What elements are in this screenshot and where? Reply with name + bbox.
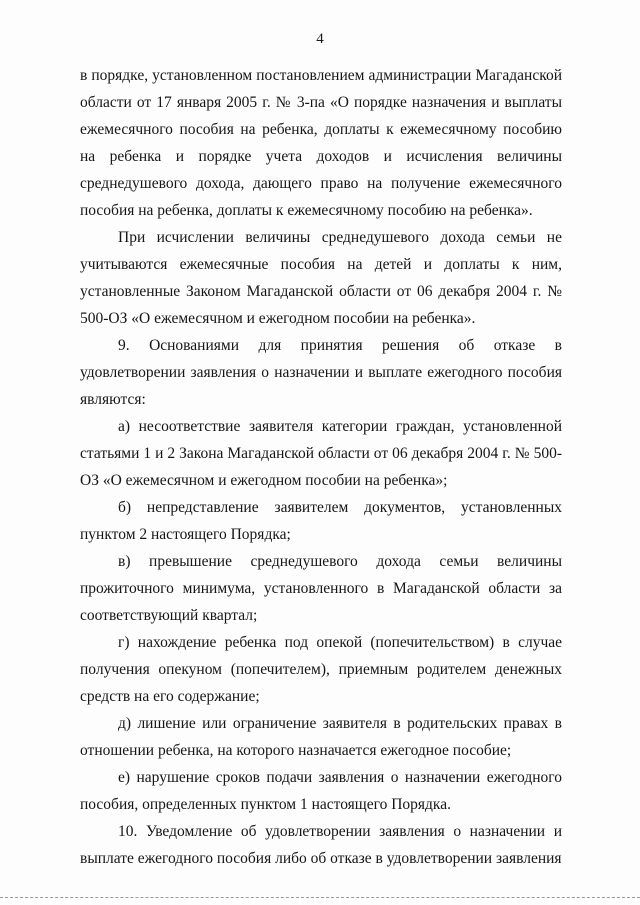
document-body (80, 62, 562, 872)
list-item-v: в) превышение среднедушевого дохода семьи величины прожиточного минимума, установленного в Магаданской области за соответствующий квартал; (80, 553, 562, 624)
paragraph-income-calculation: При исчислении величины среднедушевого дохода семьи не учитываются ежемесячные пособия на детей и доплаты к ним, установленные Законом Магаданской области от 06 декабря 2004 г. № 500-ОЗ «О ежемесячном и ежегодном пособии на ребенка». (80, 229, 562, 327)
list-item-b: б) непредставление заявителем документов, установленных пунктом 2 настоящего Порядка; (80, 499, 562, 543)
list-item-a: а) несоответствие заявителя категории граждан, установленной статьями 1 и 2 Закона Магаданской области от 06 декабря 2004 г. № 500-ОЗ «О ежемесячном и ежегодном пособии на ребенка»; (80, 418, 562, 489)
paragraph-clause-9: 9. Основаниями для принятия решения об отказе в удовлетворении заявления о назначении и выплате ежегодного пособия являются: (80, 337, 562, 408)
page-bottom-edge (0, 897, 640, 899)
list-item-e: е) нарушение сроков подачи заявления о назначении ежегодного пособия, определенных пунктом 1 настоящего Порядка. (80, 769, 562, 813)
paragraph-continuation: в порядке, установленном постановлением администрации Магаданской области от 17 января 2005 г. № 3-па «О порядке назначения и выплаты ежемесячного пособия на ребенка, доплаты к ежемесячному пособию на ребенка и порядке учета доходов и исчисления величины среднедушевого дохода, дающего право на получение ежемесячного пособия на ребенка, доплаты к ежемесячному пособию на ребенка». (80, 67, 562, 219)
paragraph-clause-10: 10. Уведомление об удовлетворении заявления о назначении и выплате ежегодного пособия либо об отказе в удовлетворении заявления (80, 823, 562, 867)
list-item-d: д) лишение или ограничение заявителя в родительских правах в отношении ребенка, на которого назначается ежегодное пособие; (80, 715, 562, 759)
list-item-g: г) нахождение ребенка под опекой (попечительством) в случае получения опекуном (попечителем), приемным родителем денежных средств на его содержание; (80, 634, 562, 705)
page-number: 4 (316, 31, 324, 47)
